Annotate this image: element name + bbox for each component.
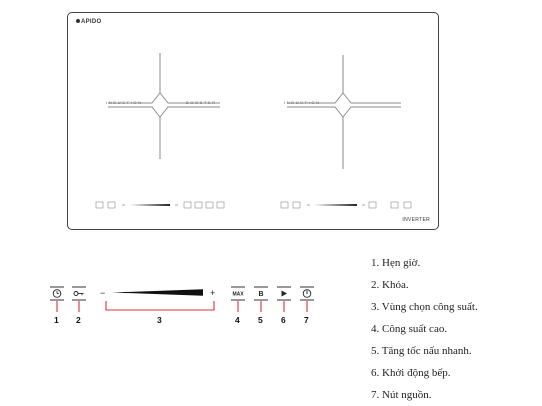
boost-label: B	[258, 291, 264, 298]
callout-lines	[57, 301, 307, 312]
callout-number-3: 3	[157, 315, 162, 325]
legend-item-max-power: 4. Công suất cao.	[371, 323, 448, 335]
boost-button[interactable]	[254, 287, 268, 300]
legend-item-lock: 2. Khóa.	[371, 279, 409, 291]
lock-button[interactable]	[72, 287, 86, 300]
legend-item-start: 6. Khởi động bếp.	[371, 367, 451, 379]
legend-item-power: 7. Nút nguồn.	[371, 389, 432, 401]
legend	[371, 252, 478, 406]
legend-item-power-zone: 3. Vùng chọn công suất.	[371, 301, 478, 313]
plus-label: +	[210, 288, 216, 298]
left-zone-label-induction: INDUCTION	[106, 100, 143, 105]
power-wedge	[112, 289, 203, 296]
power-slider[interactable]	[100, 288, 215, 298]
brand-logo: APIDO	[76, 19, 102, 25]
callout-bracket-3	[106, 301, 214, 310]
start-button[interactable]	[277, 287, 291, 300]
clock-icon	[53, 290, 61, 298]
inverter-label: INVERTER	[402, 217, 430, 223]
max-power-button[interactable]	[231, 287, 245, 300]
callout-number-2: 2	[76, 315, 81, 325]
legend-item-timer: 1. Hẹn giờ.	[371, 257, 421, 269]
max-label: MAX	[232, 291, 244, 298]
callout-number-6: 6	[281, 315, 286, 325]
legend-item-boost: 5. Tăng tốc nấu nhanh.	[371, 345, 472, 357]
power-button[interactable]	[300, 287, 314, 300]
callout-number-4: 4	[235, 315, 240, 325]
right-zone-label-induction: INDUCTION	[284, 100, 321, 105]
minus-label: −	[100, 288, 106, 298]
callout-number-1: 1	[54, 315, 59, 325]
play-icon	[282, 291, 288, 297]
timer-button[interactable]	[50, 287, 64, 300]
key-icon	[74, 292, 84, 296]
callout-number-7: 7	[304, 315, 309, 325]
left-zone-label-booster: BOOSTER	[186, 100, 217, 105]
power-icon	[303, 290, 311, 298]
callout-number-5: 5	[258, 315, 263, 325]
